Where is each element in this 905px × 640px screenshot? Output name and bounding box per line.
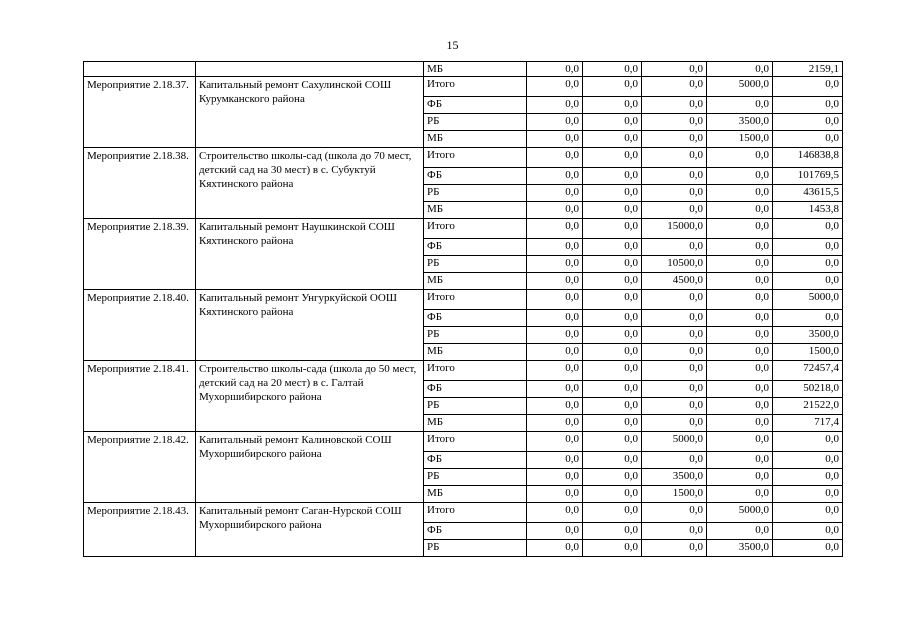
value-cell: 0,0 [527, 452, 583, 469]
value-cell: 0,0 [642, 327, 707, 344]
category-cell: ФБ [424, 239, 527, 256]
value-cell: 0,0 [707, 344, 773, 361]
value-cell: 0,0 [583, 256, 642, 273]
description-cell: Капитальный ремонт Сахулинской СОШ Курумканского района [196, 77, 424, 148]
value-cell: 1500,0 [642, 486, 707, 503]
value-cell: 3500,0 [707, 540, 773, 557]
value-cell: 0,0 [527, 168, 583, 185]
page-number: 15 [446, 38, 459, 52]
category-cell: ФБ [424, 168, 527, 185]
value-cell: 0,0 [773, 452, 843, 469]
value-cell: 0,0 [773, 114, 843, 131]
value-cell: 0,0 [527, 398, 583, 415]
value-cell: 0,0 [707, 239, 773, 256]
description-cell: Капитальный ремонт Калиновской СОШ Мухоршибирского района [196, 432, 424, 503]
category-cell: ФБ [424, 523, 527, 540]
value-cell: 3500,0 [707, 114, 773, 131]
value-cell: 0,0 [707, 432, 773, 452]
value-cell: 0,0 [707, 256, 773, 273]
value-cell: 0,0 [583, 97, 642, 114]
table-row [84, 77, 843, 97]
category-cell: Итого [424, 219, 527, 239]
value-cell: 0,0 [642, 202, 707, 219]
category-cell: РБ [424, 327, 527, 344]
value-cell: 0,0 [707, 97, 773, 114]
value-cell: 0,0 [527, 381, 583, 398]
value-cell: 0,0 [642, 290, 707, 310]
category-cell: Итого [424, 432, 527, 452]
event-cell: Мероприятие 2.18.42. [84, 432, 196, 503]
category-cell: МБ [424, 273, 527, 290]
description-cell: Строительство школы-сад (школа до 70 мест, детский сад на 30 мест) в с. Субуктуй Кяхтинского района [196, 148, 424, 219]
value-cell: 0,0 [707, 361, 773, 381]
value-cell: 146838,8 [773, 148, 843, 168]
value-cell: 0,0 [707, 415, 773, 432]
value-cell: 0,0 [642, 62, 707, 77]
value-cell: 0,0 [527, 273, 583, 290]
value-cell: 72457,4 [773, 361, 843, 381]
value-cell: 5000,0 [773, 290, 843, 310]
value-cell: 0,0 [773, 469, 843, 486]
value-cell: 0,0 [527, 97, 583, 114]
description-cell [196, 62, 424, 77]
table-row [84, 290, 843, 310]
value-cell: 0,0 [773, 503, 843, 523]
value-cell: 0,0 [583, 540, 642, 557]
value-cell: 0,0 [583, 486, 642, 503]
value-cell: 0,0 [773, 310, 843, 327]
value-cell: 0,0 [583, 148, 642, 168]
category-cell: Итого [424, 503, 527, 523]
description-cell: Строительство школы-сада (школа до 50 мест, детский сад на 20 мест) в с. Галтай Мухоршибирского района [196, 361, 424, 432]
value-cell: 0,0 [773, 256, 843, 273]
value-cell: 0,0 [583, 523, 642, 540]
value-cell: 0,0 [773, 239, 843, 256]
value-cell: 0,0 [707, 398, 773, 415]
value-cell: 10500,0 [642, 256, 707, 273]
event-cell: Мероприятие 2.18.41. [84, 361, 196, 432]
value-cell: 0,0 [707, 185, 773, 202]
category-cell: ФБ [424, 97, 527, 114]
table-body [84, 62, 843, 557]
category-cell: МБ [424, 415, 527, 432]
value-cell: 0,0 [707, 327, 773, 344]
value-cell: 0,0 [773, 540, 843, 557]
value-cell: 15000,0 [642, 219, 707, 239]
funding-table [83, 61, 843, 557]
value-cell: 0,0 [642, 310, 707, 327]
value-cell: 0,0 [527, 114, 583, 131]
value-cell: 0,0 [527, 219, 583, 239]
value-cell: 0,0 [773, 523, 843, 540]
event-cell: Мероприятие 2.18.43. [84, 503, 196, 557]
category-cell: Итого [424, 290, 527, 310]
value-cell: 101769,5 [773, 168, 843, 185]
value-cell: 0,0 [583, 327, 642, 344]
value-cell: 0,0 [707, 273, 773, 290]
value-cell: 0,0 [773, 273, 843, 290]
event-cell: Мероприятие 2.18.40. [84, 290, 196, 361]
value-cell: 0,0 [527, 361, 583, 381]
value-cell: 0,0 [527, 432, 583, 452]
category-cell: ФБ [424, 452, 527, 469]
value-cell: 0,0 [642, 77, 707, 97]
value-cell: 0,0 [527, 148, 583, 168]
category-cell: МБ [424, 202, 527, 219]
value-cell: 5000,0 [707, 503, 773, 523]
value-cell: 1500,0 [707, 131, 773, 148]
value-cell: 0,0 [527, 239, 583, 256]
value-cell: 0,0 [583, 290, 642, 310]
table-row [84, 148, 843, 168]
value-cell: 0,0 [583, 202, 642, 219]
value-cell: 5000,0 [707, 77, 773, 97]
value-cell: 0,0 [773, 486, 843, 503]
value-cell: 0,0 [707, 310, 773, 327]
value-cell: 0,0 [707, 486, 773, 503]
value-cell: 0,0 [707, 148, 773, 168]
value-cell: 0,0 [642, 540, 707, 557]
value-cell: 0,0 [773, 97, 843, 114]
value-cell: 1453,8 [773, 202, 843, 219]
category-cell: РБ [424, 469, 527, 486]
category-cell: РБ [424, 540, 527, 557]
value-cell: 0,0 [527, 202, 583, 219]
category-cell: МБ [424, 486, 527, 503]
value-cell: 0,0 [527, 523, 583, 540]
value-cell: 0,0 [527, 503, 583, 523]
value-cell: 0,0 [527, 415, 583, 432]
value-cell: 5000,0 [642, 432, 707, 452]
value-cell: 0,0 [527, 131, 583, 148]
value-cell: 0,0 [642, 398, 707, 415]
value-cell: 0,0 [642, 168, 707, 185]
value-cell: 0,0 [642, 114, 707, 131]
value-cell: 0,0 [642, 148, 707, 168]
value-cell: 0,0 [583, 469, 642, 486]
value-cell: 0,0 [527, 62, 583, 77]
value-cell: 0,0 [527, 486, 583, 503]
description-cell: Капитальный ремонт Наушкинской СОШ Кяхтинского района [196, 219, 424, 290]
value-cell: 0,0 [583, 361, 642, 381]
value-cell: 0,0 [707, 381, 773, 398]
value-cell: 4500,0 [642, 273, 707, 290]
value-cell: 0,0 [642, 185, 707, 202]
value-cell: 0,0 [527, 540, 583, 557]
value-cell: 0,0 [583, 131, 642, 148]
value-cell: 0,0 [707, 452, 773, 469]
event-cell: Мероприятие 2.18.39. [84, 219, 196, 290]
value-cell: 0,0 [527, 256, 583, 273]
value-cell: 0,0 [707, 219, 773, 239]
value-cell: 0,0 [773, 219, 843, 239]
value-cell: 0,0 [583, 398, 642, 415]
description-cell: Капитальный ремонт Унгуркуйской ООШ Кяхтинского района [196, 290, 424, 361]
table-row [84, 503, 843, 523]
category-cell: РБ [424, 256, 527, 273]
value-cell: 0,0 [583, 432, 642, 452]
value-cell: 0,0 [583, 273, 642, 290]
category-cell: ФБ [424, 310, 527, 327]
category-cell: МБ [424, 344, 527, 361]
value-cell: 0,0 [707, 168, 773, 185]
value-cell: 0,0 [642, 239, 707, 256]
value-cell: 0,0 [583, 185, 642, 202]
value-cell: 0,0 [583, 503, 642, 523]
value-cell: 0,0 [583, 168, 642, 185]
value-cell: 21522,0 [773, 398, 843, 415]
value-cell: 0,0 [583, 381, 642, 398]
value-cell: 0,0 [642, 344, 707, 361]
category-cell: Итого [424, 77, 527, 97]
value-cell: 0,0 [527, 327, 583, 344]
value-cell: 0,0 [583, 452, 642, 469]
value-cell: 0,0 [642, 97, 707, 114]
value-cell: 0,0 [642, 381, 707, 398]
value-cell: 0,0 [707, 202, 773, 219]
value-cell: 0,0 [527, 469, 583, 486]
table-row [84, 219, 843, 239]
value-cell: 0,0 [707, 469, 773, 486]
value-cell: 43615,5 [773, 185, 843, 202]
value-cell: 0,0 [707, 290, 773, 310]
value-cell: 0,0 [707, 62, 773, 77]
value-cell: 0,0 [773, 77, 843, 97]
table-row [84, 62, 843, 77]
table-row [84, 432, 843, 452]
value-cell: 3500,0 [642, 469, 707, 486]
value-cell: 0,0 [527, 185, 583, 202]
value-cell: 0,0 [527, 77, 583, 97]
category-cell: ФБ [424, 381, 527, 398]
event-cell: Мероприятие 2.18.37. [84, 77, 196, 148]
value-cell: 717,4 [773, 415, 843, 432]
value-cell: 0,0 [773, 432, 843, 452]
value-cell: 0,0 [527, 290, 583, 310]
category-cell: РБ [424, 114, 527, 131]
value-cell: 0,0 [583, 77, 642, 97]
value-cell: 0,0 [642, 503, 707, 523]
value-cell: 0,0 [642, 131, 707, 148]
category-cell: Итого [424, 148, 527, 168]
value-cell: 1500,0 [773, 344, 843, 361]
value-cell: 0,0 [583, 219, 642, 239]
event-cell [84, 62, 196, 77]
value-cell: 50218,0 [773, 381, 843, 398]
description-cell: Капитальный ремонт Саган-Нурской СОШ Мухоршибирского района [196, 503, 424, 557]
value-cell: 0,0 [583, 114, 642, 131]
value-cell: 0,0 [642, 415, 707, 432]
value-cell: 0,0 [527, 310, 583, 327]
value-cell: 0,0 [583, 310, 642, 327]
value-cell: 0,0 [642, 523, 707, 540]
category-cell: Итого [424, 361, 527, 381]
category-cell: РБ [424, 185, 527, 202]
value-cell: 0,0 [642, 361, 707, 381]
table-row [84, 361, 843, 381]
event-cell: Мероприятие 2.18.38. [84, 148, 196, 219]
value-cell: 0,0 [527, 344, 583, 361]
value-cell: 0,0 [707, 523, 773, 540]
value-cell: 0,0 [583, 239, 642, 256]
value-cell: 3500,0 [773, 327, 843, 344]
value-cell: 0,0 [642, 452, 707, 469]
value-cell: 0,0 [773, 131, 843, 148]
category-cell: РБ [424, 398, 527, 415]
value-cell: 0,0 [583, 344, 642, 361]
category-cell: МБ [424, 131, 527, 148]
value-cell: 0,0 [583, 62, 642, 77]
value-cell: 0,0 [583, 415, 642, 432]
category-cell: МБ [424, 62, 527, 77]
value-cell: 2159,1 [773, 62, 843, 77]
